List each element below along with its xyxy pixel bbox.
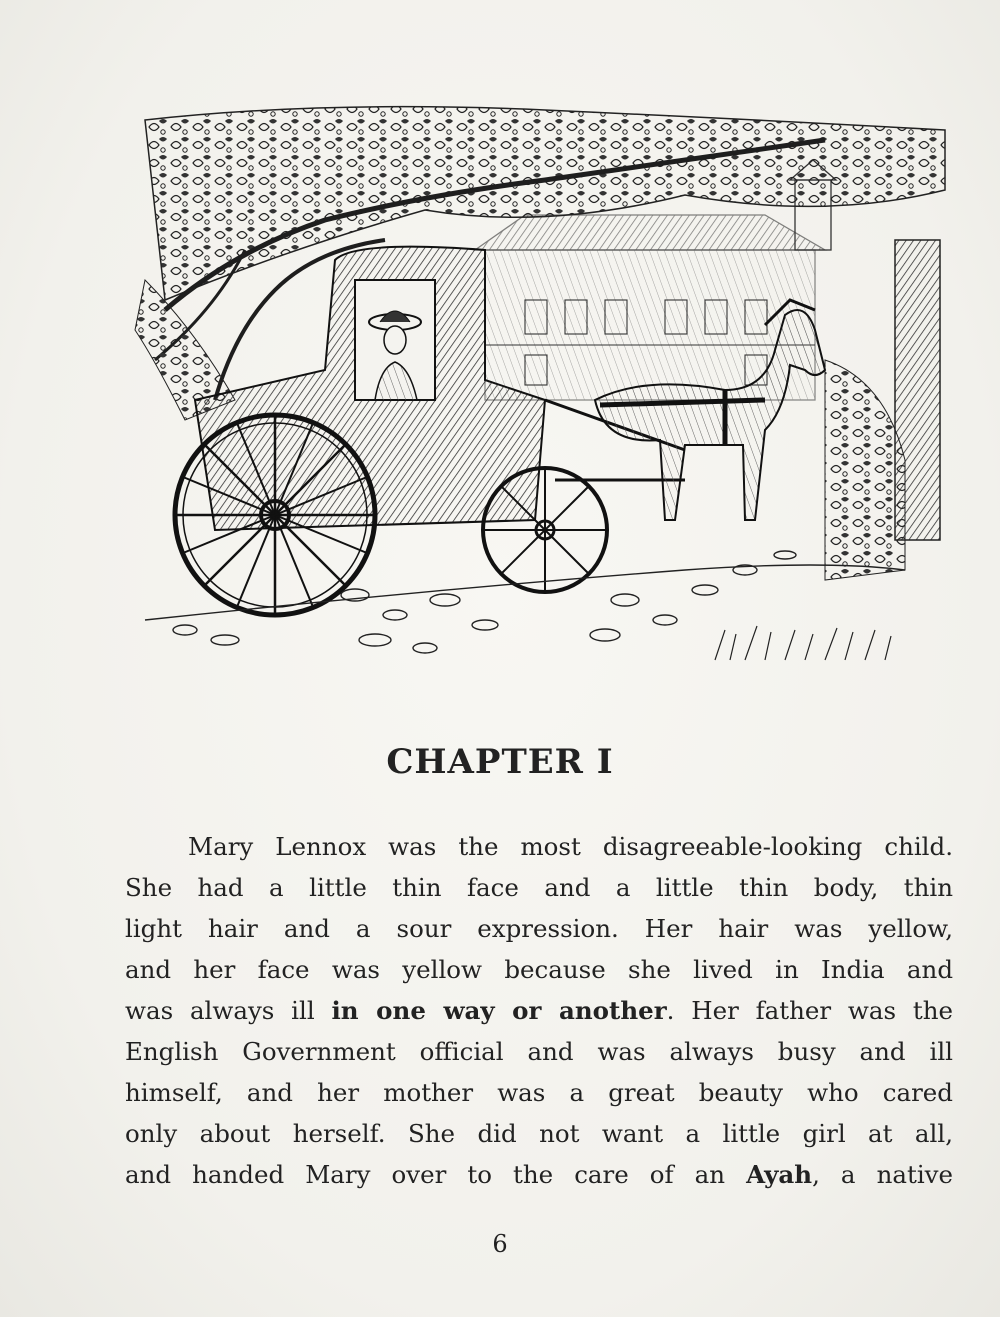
text-line: only about herself. She did not want a little girl at all, (125, 1119, 953, 1148)
text-line: and her face was yellow because she lived in India and (125, 955, 953, 984)
text-line: She had a little thin face and a little thin body, thin (125, 873, 953, 902)
text-segment: , a native (812, 1160, 953, 1189)
text-line (125, 1154, 953, 1195)
text-segment: was always ill (125, 996, 332, 1025)
bold-phrase: in one way or another (331, 996, 667, 1025)
bold-word: Ayah (746, 1160, 813, 1189)
gate-pillar-drawing (825, 240, 940, 580)
page-number: 6 (492, 1230, 508, 1258)
text-line: English Government official and was always busy and ill (125, 1037, 953, 1066)
text-line: himself, and her mother was a great beauty who cared (125, 1078, 953, 1107)
carriage-illustration (125, 100, 955, 670)
chapter-title: CHAPTER I (386, 742, 614, 782)
text-line: light hair and a sour expression. Her hair was yellow, (125, 914, 953, 943)
text-segment: and handed Mary over to the care of an (125, 1160, 747, 1189)
text-segment: . Her father was the (666, 996, 953, 1025)
text-line: Mary Lennox was the most disagreeable-looking child. (188, 832, 953, 861)
chapter-paragraph (125, 826, 953, 1195)
text-line (125, 990, 953, 1031)
